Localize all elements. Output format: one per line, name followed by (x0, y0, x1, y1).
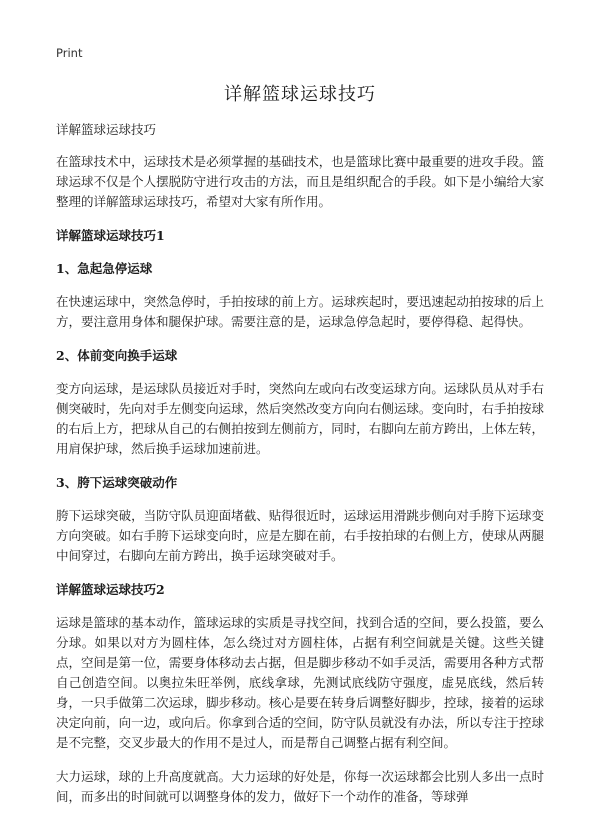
print-link[interactable]: Print (56, 46, 83, 60)
section2-paragraph-2: 大力运球，球的上升高度就高。大力运球的好处是，你每一次运球都会比别人多出一点时间，而多出的时间就可以调整身体的发力，做好下一个动作的准备，等球弹 (56, 769, 544, 804)
item3-paragraph: 胯下运球突破，当防守队员迎面堵截、贴得很近时，运球运用滑跳步侧向对手胯下运球变方向突破。如右手胯下运球变向时，应是左脚在前，右手按拍球的右侧上方，使球从两腿中间穿过，右脚向左前方跨出，换手运球突破对手。 (56, 508, 544, 563)
intro-paragraph: 在篮球技术中，运球技术是必须掌握的基础技术，也是篮球比赛中最重要的进攻手段。篮球运球不仅是个人摆脱防守进行攻击的方法，而且是组织配合的手段。如下是小编给大家整理的详解篮球运球技巧，希望对大家有所作用。 (56, 154, 544, 209)
section2-paragraph-1: 运球是篮球的基本动作，篮球运球的实质是寻找空间，找到合适的空间，要么投篮，要么分球。如果以对方为圆柱体，怎么绕过对方圆柱体，占据有利空间就是关键。这些关键点，空间是第一位，需要身体移动去占据，但是脚步移动不如手灵活，需要用各种方式帮自己创造空间。以奥拉朱旺举例，底线拿球，先测试底线防守强度，虚晃底线，然后转身，一只手做第二次运球，脚步移动。核心是要在转身后调整好脚步，控球，接着的运球决定向前，向一边，或向后。你拿到合适的空间，防守队员就没有办法，所以专注于控球是不完整，交叉步最大的作用不是过人，而是帮自己调整占据有利空间。 (56, 615, 544, 750)
item2-heading: 2、体前变向换手运球 (56, 348, 178, 363)
section2-heading: 详解篮球运球技巧2 (56, 582, 165, 597)
item3-heading: 3、胯下运球突破动作 (56, 475, 178, 490)
article-subtitle: 详解篮球运球技巧 (56, 122, 157, 137)
article-body (56, 120, 544, 821)
item1-paragraph: 在快速运球中，突然急停时，手拍按球的前上方。运球疾起时，要迅速起动拍按球的后上方，要注意用身体和腿保护球。需要注意的是，运球急停急起时，要停得稳、起得快。 (56, 294, 544, 329)
page-title: 详解篮球运球技巧 (224, 84, 376, 105)
section1-heading: 详解篮球运球技巧1 (56, 228, 165, 243)
item2-paragraph: 变方向运球，是运球队员接近对手时，突然向左或向右改变运球方向。运球队员从对手右侧突破时，先向对手左侧变向运球，然后突然改变方向向右侧运球。变向时，右手拍按球的右后上方，把球从自己的右侧拍按到左侧前方，同时，右脚向左前方跨出，上体左转，用肩保护球，然后换手运球加速前进。 (56, 381, 544, 456)
item1-heading: 1、急起急停运球 (56, 261, 153, 276)
